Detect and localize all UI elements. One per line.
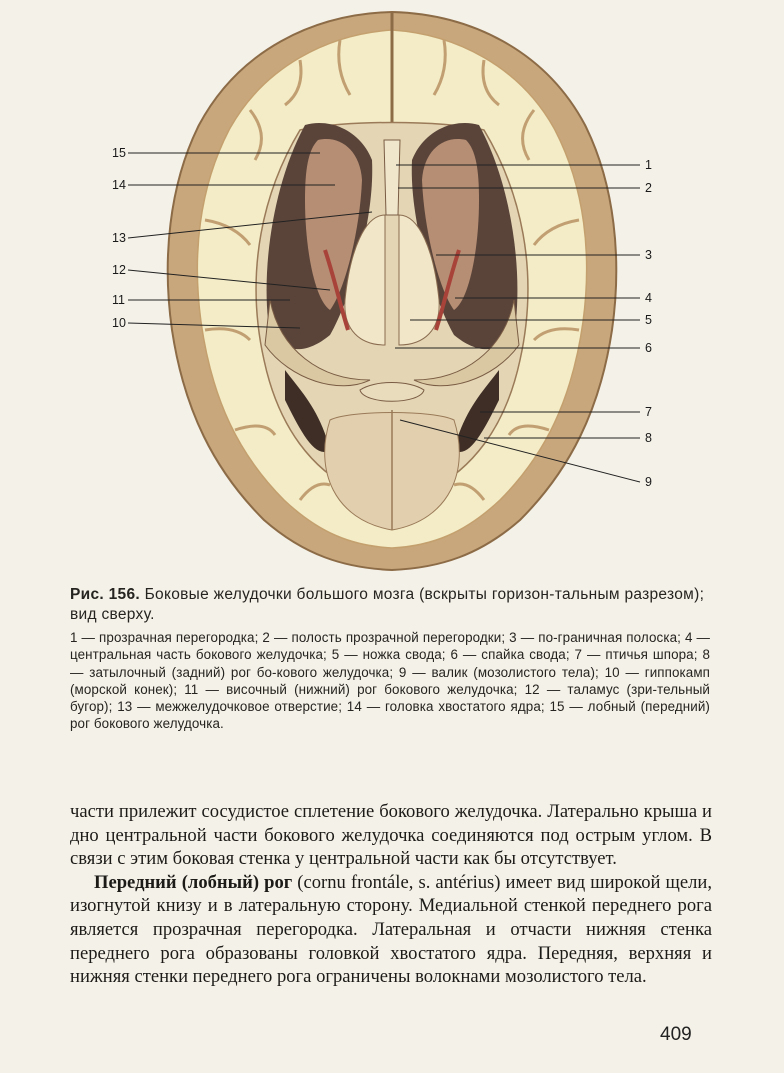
label-11: 11 (112, 293, 125, 307)
figure-caption-title (70, 585, 710, 625)
label-1: 1 (645, 158, 652, 172)
labels-right (645, 158, 652, 489)
label-8: 8 (645, 431, 652, 445)
label-4: 4 (645, 291, 652, 305)
term-anterior-horn: Передний (лобный) рог (94, 871, 293, 893)
septum-pellucidum (384, 140, 400, 215)
label-12: 12 (112, 263, 126, 277)
paragraph-2-text: (cornu frontále, s. antérius) имеет вид широкой щели, изогнутой книзу и в латеральную сторону. Медиальной стенкой переднего рога является прозрачная перегородка. Латеральная и отчасти нижняя стенка переднего рога образованы головкой хвостатого ядра. Передняя, верхняя и нижняя стенки переднего рога ограничены волокнами мозолистого тела. (70, 871, 712, 988)
paragraph-2 (70, 871, 712, 989)
label-2: 2 (645, 181, 652, 195)
paragraph-1: части прилежит сосудистое сплетение бокового желудочка. Латерально крыша и дно центральной части бокового желудочка соединяются под острым углом. В связи с этим боковая стенка у центральной части как бы отсутствует. (70, 801, 712, 870)
label-3: 3 (645, 248, 652, 262)
figure-legend: 1 — прозрачная перегородка; 2 — полость прозрачной перегородки; 3 — по-граничная полоска; 4 — центральная часть бокового желудочка; 5 — ножка свода; 6 — спайка свода; 7 — птичья шпора; 8 — затылочный (задний) рог бо-кового желудочка; 9 — валик (мозолистого тела); 10 — гиппокамп (морской конек); 11 — височный (нижний) рог бокового желудочка; 12 — таламус (зри-тельный бугор); 13 — межжелудочковое отверстие; 14 — головка хвостатого ядра; 15 — лобный (передний) рог бокового желудочка. (70, 630, 710, 732)
label-10: 10 (112, 316, 126, 330)
label-14: 14 (112, 178, 126, 192)
label-13: 13 (112, 231, 126, 245)
body-text (70, 800, 712, 989)
labels-left (112, 146, 126, 330)
label-6: 6 (645, 341, 652, 355)
label-7: 7 (645, 405, 652, 419)
page-number: 409 (660, 1024, 692, 1045)
splenium (360, 383, 424, 402)
label-5: 5 (645, 313, 652, 327)
label-9: 9 (645, 475, 652, 489)
figure-title: Боковые желудочки большого мозга (вскрыты горизон-тальным разрезом); вид сверху. (70, 586, 705, 623)
label-15: 15 (112, 146, 126, 160)
figure-number: Рис. 156. (70, 586, 140, 603)
